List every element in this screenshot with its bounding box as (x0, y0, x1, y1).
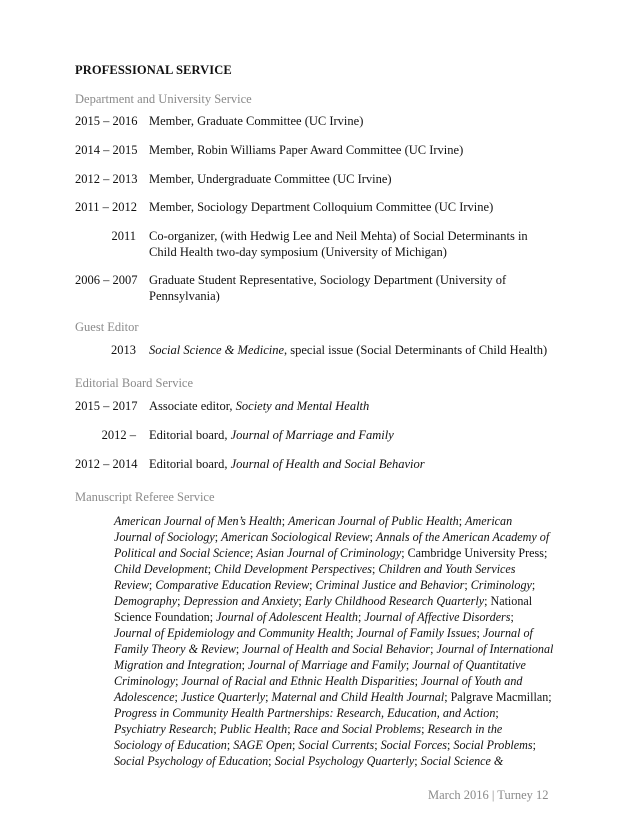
service-description: Member, Robin Williams Paper Award Committee (UC Irvine) (149, 143, 464, 157)
journal-title: Social Science & Medicine (149, 343, 285, 357)
separator-text: ; (213, 722, 220, 736)
separator-text: ; (226, 738, 234, 752)
referee-line (114, 737, 574, 753)
referee-subheading: Manuscript Referee Service (75, 490, 215, 504)
separator-text: ; (532, 738, 536, 752)
journal-title: Criminal Justice and Behavior (315, 578, 465, 592)
referee-line (114, 625, 574, 641)
separator-text: ; (292, 738, 299, 752)
referee-line (114, 529, 574, 545)
service-description: Member, Graduate Committee (UC Irvine) (149, 114, 364, 128)
journal-title: Progress in Community Health Partnerships: Research, Education, and Action (114, 706, 496, 720)
journal-title: Annals of the American Academy of (376, 530, 550, 544)
journal-title: Depression and Anxiety (183, 594, 299, 608)
journal-title: Journal of Family Issues (356, 626, 477, 640)
journal-title: SAGE Open (233, 738, 293, 752)
separator-text: ; (476, 626, 483, 640)
separator-text: ; Palgrave Macmillan; (444, 690, 552, 704)
separator-text: ; (430, 642, 437, 656)
separator-text: ; (268, 754, 275, 768)
service-description (149, 427, 569, 443)
page-footer: March 2016 | Turney 12 (428, 788, 549, 802)
referee-line (114, 673, 574, 689)
service-date: 2013 (111, 343, 136, 357)
separator-text: ; (495, 706, 499, 720)
journal-title: Race and Social Problems (293, 722, 422, 736)
journal-title: Justice Quarterly (180, 690, 266, 704)
journal-title: Criminology (114, 674, 176, 688)
service-description (149, 342, 589, 358)
journal-title: Asian Journal of Criminology (256, 546, 402, 560)
journal-title: Children and Youth Services (378, 562, 516, 576)
separator-text: ; (458, 514, 466, 528)
separator-text: ; (464, 578, 471, 592)
service-date: 2015 – 2016 (75, 114, 138, 128)
guest-editor-subheading: Guest Editor (75, 320, 139, 334)
referee-journal-list (114, 513, 574, 769)
journal-title: Social Psychology of Education (114, 754, 269, 768)
separator-text: ; (235, 642, 243, 656)
journal-title: Migration and Integration (114, 658, 242, 672)
journal-title: Adolescence (114, 690, 175, 704)
separator-text: ; (309, 578, 316, 592)
dept-service-subheading: Department and University Service (75, 92, 252, 106)
section-heading: PROFESSIONAL SERVICE (75, 63, 232, 77)
service-date: 2015 – 2017 (75, 399, 138, 413)
journal-title: Journal of Sociology (114, 530, 215, 544)
separator-text: ; (371, 562, 379, 576)
journal-title: Social Science & (420, 754, 504, 768)
journal-title: Social Forces (380, 738, 448, 752)
separator-text: ; (369, 530, 376, 544)
journal-title: American Journal of Men’s Health (114, 514, 282, 528)
journal-title: Early Childhood Research Quarterly (304, 594, 485, 608)
separator-text: ; (148, 578, 156, 592)
separator-text: ; National (484, 594, 533, 608)
separator-text: ; (414, 754, 421, 768)
separator-text: ; (207, 562, 215, 576)
journal-title: Journal of Youth and (421, 674, 523, 688)
separator-text: ; (214, 530, 222, 544)
separator-text: Science Foundation; (114, 610, 217, 624)
journal-title: Journal of Health and Social Behavior (230, 457, 425, 471)
journal-title: Journal of Health and Social Behavior (242, 642, 431, 656)
service-date: 2012 – 2014 (75, 457, 138, 471)
journal-title: American (465, 514, 513, 528)
journal-title: Review (114, 578, 149, 592)
journal-title: American Sociological Review (221, 530, 370, 544)
journal-title: Journal of Adolescent Health (216, 610, 358, 624)
editorial-role: Associate editor, (149, 399, 236, 413)
service-description (149, 398, 569, 414)
referee-line (114, 753, 574, 769)
service-date: 2011 (111, 229, 136, 243)
journal-title: Social Currents (298, 738, 375, 752)
separator-text: ; Cambridge University Press; (401, 546, 548, 560)
separator-text: ; (241, 658, 249, 672)
journal-title: Journal of Affective Disorders (364, 610, 511, 624)
journal-title: Family Theory & Review (114, 642, 236, 656)
separator-text: ; (357, 610, 365, 624)
journal-title: Journal of Quantitative (412, 658, 526, 672)
service-date: 2006 – 2007 (75, 273, 138, 287)
service-date: 2014 – 2015 (75, 143, 138, 157)
separator-text: ; (174, 690, 181, 704)
separator-text: ; (510, 610, 514, 624)
journal-title: Demography (114, 594, 178, 608)
journal-title: Journal of Epidemiology and Community Health (114, 626, 351, 640)
separator-text: ; (350, 626, 357, 640)
editorial-role: Editorial board, (149, 428, 231, 442)
service-detail: , special issue (Social Determinants of Child Health) (284, 343, 548, 357)
separator-text: ; (250, 546, 257, 560)
referee-line (114, 689, 574, 705)
journal-title: Sociology of Education (114, 738, 227, 752)
separator-text: ; (177, 594, 184, 608)
referee-line (114, 609, 574, 625)
journal-title: American Journal of Public Health (288, 514, 459, 528)
referee-line (114, 561, 574, 577)
separator-text: ; (405, 658, 413, 672)
journal-title: Child Development Perspectives (214, 562, 372, 576)
separator-text: ; (298, 594, 305, 608)
separator-text: ; (265, 690, 272, 704)
service-description: Member, Sociology Department Colloquium Committee (UC Irvine) (149, 200, 494, 214)
separator-text: ; (287, 722, 294, 736)
journal-title: Journal of Marriage and Family (248, 658, 406, 672)
journal-title: Political and Social Science (114, 546, 251, 560)
service-description: Member, Undergraduate Committee (UC Irvine) (149, 172, 392, 186)
service-date: 2011 – 2012 (75, 200, 138, 214)
journal-title: Journal of Racial and Ethnic Health Disparities (181, 674, 415, 688)
journal-title: Social Psychology Quarterly (274, 754, 415, 768)
service-description: Co-organizer, (with Hedwig Lee and Neil Mehta) of Social Determinants in Child Health two-day symposium (University of Michigan) (149, 229, 528, 259)
separator-text: ; (531, 578, 536, 592)
journal-title: Child Development (114, 562, 208, 576)
journal-title: Maternal and Child Health Journal (271, 690, 445, 704)
journal-title: Comparative Education Review (155, 578, 310, 592)
journal-title: Criminology (470, 578, 532, 592)
referee-line (114, 705, 574, 721)
editorial-role: Editorial board, (149, 457, 231, 471)
separator-text: ; (447, 738, 454, 752)
journal-title: Journal of Marriage and Family (230, 428, 394, 442)
journal-title: Research in the (427, 722, 503, 736)
referee-line (114, 657, 574, 673)
editorial-board-subheading: Editorial Board Service (75, 376, 194, 390)
referee-line (114, 593, 574, 609)
referee-line (114, 577, 574, 593)
service-description (149, 456, 569, 472)
referee-line (114, 721, 574, 737)
service-date: 2012 – (101, 428, 136, 442)
separator-text: ; (175, 674, 182, 688)
referee-line (114, 641, 574, 657)
journal-title: Journal of International (436, 642, 554, 656)
journal-title: Public Health (219, 722, 288, 736)
service-description: Graduate Student Representative, Sociology Department (University of Pennsylvania) (149, 273, 507, 303)
separator-text: ; (414, 674, 422, 688)
service-date: 2012 – 2013 (75, 172, 138, 186)
journal-title: Journal of (482, 626, 533, 640)
referee-line (114, 545, 574, 561)
separator-text: ; (421, 722, 428, 736)
journal-title: Society and Mental Health (235, 399, 370, 413)
journal-title: Social Problems (453, 738, 533, 752)
journal-title: Psychiatry Research (114, 722, 214, 736)
separator-text: ; (281, 514, 289, 528)
separator-text: ; (374, 738, 381, 752)
referee-line (114, 513, 574, 529)
